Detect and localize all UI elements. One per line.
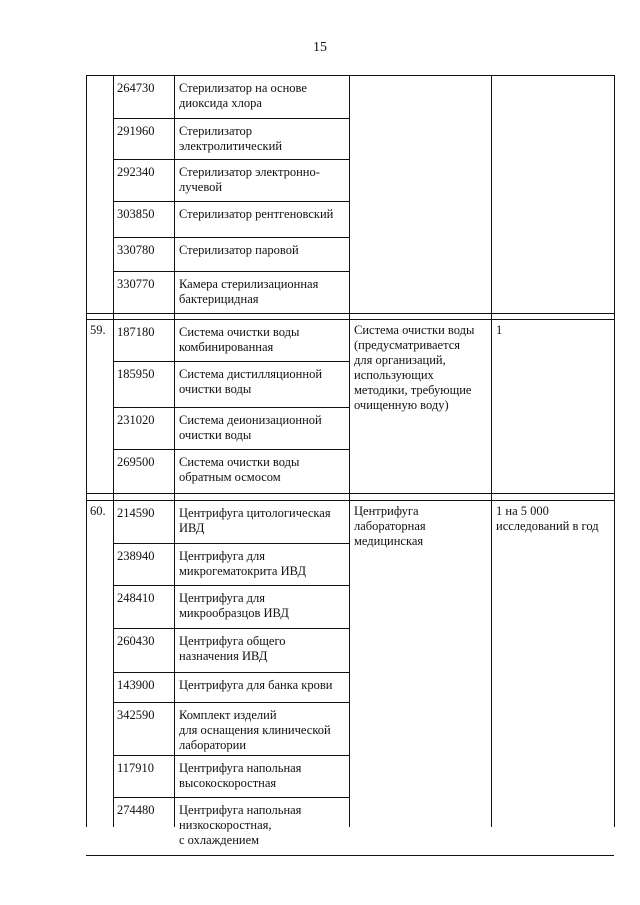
page-number: 15 <box>313 40 327 55</box>
item-row-rule <box>113 449 349 450</box>
item-name: Стерилизатор электронно- лучевой <box>179 165 320 194</box>
group-bottom-rule <box>86 855 614 856</box>
item-name: Центрифуга общего назначения ИВД <box>179 634 286 663</box>
item-code: 260430 <box>117 634 155 648</box>
group-description: Центрифуга лабораторная медицинская <box>354 504 426 548</box>
item-row-rule <box>113 361 349 362</box>
item-name: Стерилизатор рентгеновский <box>179 207 334 221</box>
table-column-border <box>491 75 492 827</box>
item-code: 143900 <box>117 678 155 692</box>
item-name: Камера стерилизационная бактерицидная <box>179 277 319 306</box>
item-code: 330780 <box>117 243 155 257</box>
item-code: 274480 <box>117 803 155 817</box>
table-column-border <box>174 75 175 827</box>
item-row-rule <box>113 543 349 544</box>
equipment-table <box>86 75 614 847</box>
item-name: Центрифуга для микрообразцов ИВД <box>179 591 289 620</box>
table-column-border <box>113 75 114 827</box>
item-name: Система очистки воды комбинированная <box>179 325 300 354</box>
item-code: 342590 <box>117 708 155 722</box>
group-quantity: 1 на 5 000 исследований в год <box>496 504 599 533</box>
item-row-rule <box>113 159 349 160</box>
item-row-rule <box>113 237 349 238</box>
item-row-rule <box>113 118 349 119</box>
group-number: 59. <box>90 323 106 337</box>
item-code: 185950 <box>117 367 155 381</box>
group-bottom-rule <box>86 313 614 314</box>
item-name: Центрифуга напольная высокоскоростная <box>179 761 302 790</box>
item-name: Стерилизатор паровой <box>179 243 299 257</box>
item-name: Стерилизатор на основе диоксида хлора <box>179 81 307 110</box>
table-column-border <box>86 75 87 827</box>
item-code: 248410 <box>117 591 155 605</box>
item-code: 231020 <box>117 413 155 427</box>
item-code: 303850 <box>117 207 155 221</box>
item-name: Центрифуга для банка крови <box>179 678 333 692</box>
item-row-rule <box>113 271 349 272</box>
item-code: 269500 <box>117 455 155 469</box>
group-top-rule <box>86 500 614 501</box>
item-code: 214590 <box>117 506 155 520</box>
item-row-rule <box>113 407 349 408</box>
item-code: 117910 <box>117 761 155 775</box>
group-description: Система очистки воды (предусматривается для организаций, использующих методики, требующие очищенную воду) <box>354 323 475 412</box>
table-column-border <box>614 75 615 827</box>
item-row-rule <box>113 755 349 756</box>
item-code: 330770 <box>117 277 155 291</box>
group-top-rule <box>86 75 614 76</box>
item-name: Центрифуга для микрогематокрита ИВД <box>179 549 306 578</box>
table-column-border <box>349 75 350 827</box>
item-row-rule <box>113 201 349 202</box>
item-name: Система деионизационной очистки воды <box>179 413 322 442</box>
item-name: Система очистки воды обратным осмосом <box>179 455 300 484</box>
group-number: 60. <box>90 504 106 518</box>
item-name: Комплект изделий для оснащения клинической лаборатории <box>179 708 331 752</box>
item-name: Центрифуга цитологическая ИВД <box>179 506 331 535</box>
item-row-rule <box>113 628 349 629</box>
group-quantity: 1 <box>496 323 503 337</box>
item-row-rule <box>113 672 349 673</box>
item-row-rule <box>113 797 349 798</box>
group-bottom-rule <box>86 493 614 494</box>
item-row-rule <box>113 585 349 586</box>
group-top-rule <box>86 319 614 320</box>
item-row-rule <box>113 702 349 703</box>
item-name: Стерилизатор электролитический <box>179 124 283 153</box>
item-code: 238940 <box>117 549 155 563</box>
item-name: Центрифуга напольная низкоскоростная, с охлаждением <box>179 803 302 847</box>
item-name: Система дистилляционной очистки воды <box>179 367 323 396</box>
item-code: 264730 <box>117 81 155 95</box>
item-code: 291960 <box>117 124 155 138</box>
item-code: 292340 <box>117 165 155 179</box>
item-code: 187180 <box>117 325 155 339</box>
